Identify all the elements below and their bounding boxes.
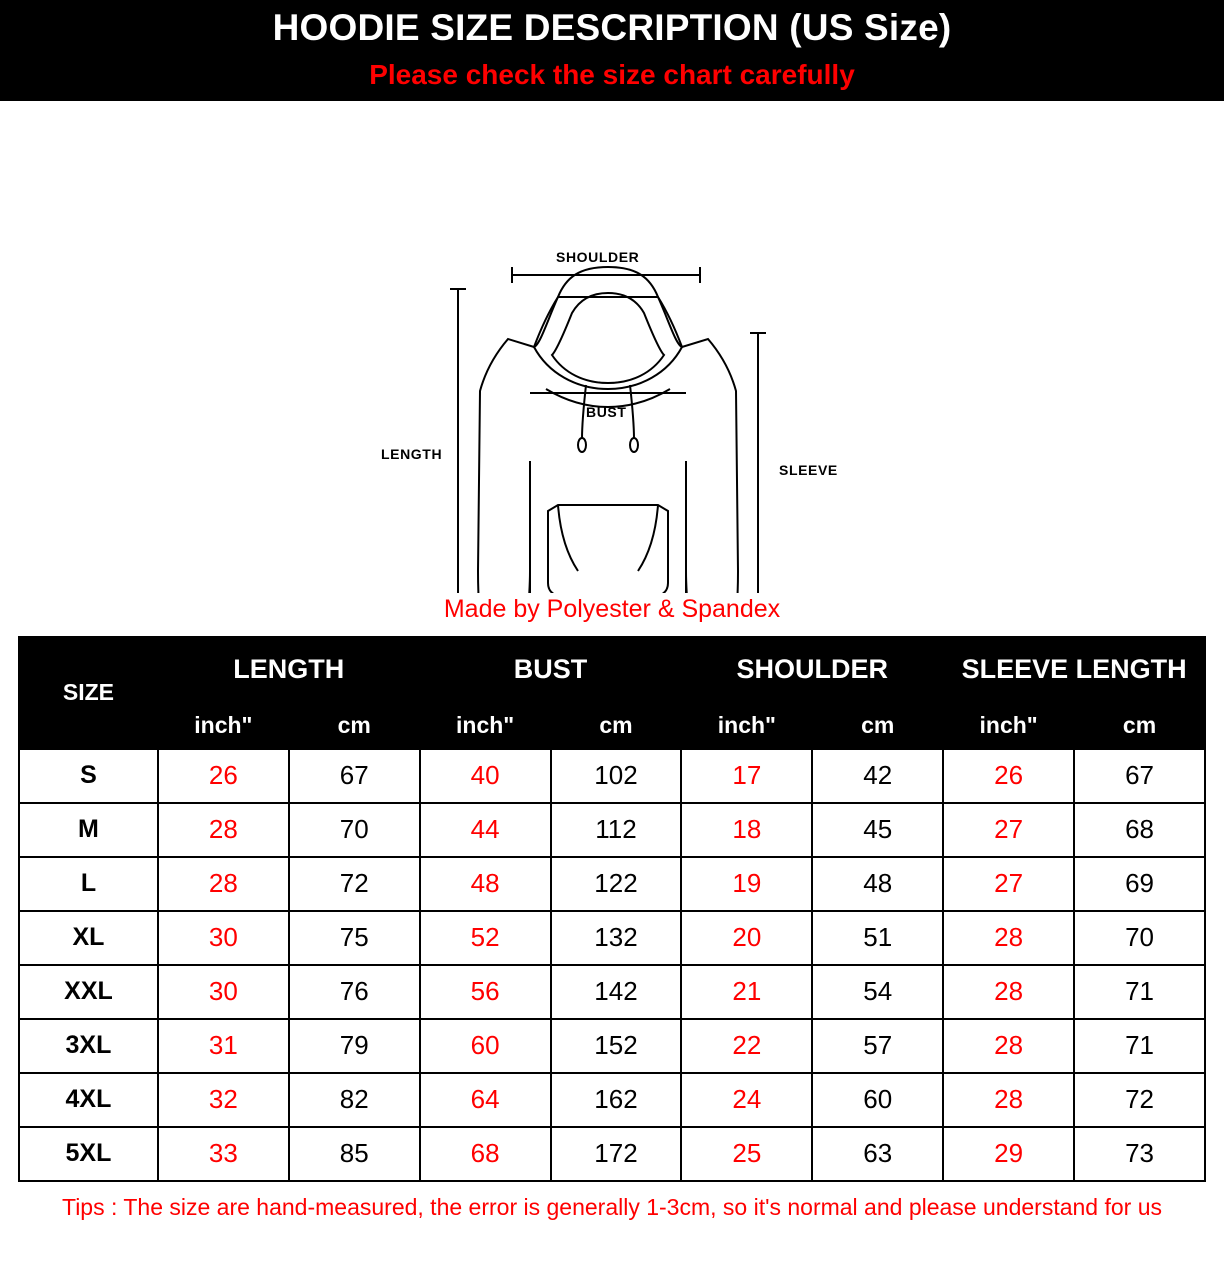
cell-bust-cm: 112 [551,803,682,857]
header-unit-bust-inch: inch" [420,703,551,749]
cell-length-cm: 76 [289,965,420,1019]
cell-bust-cm: 132 [551,911,682,965]
table-header-row-units [19,703,1205,749]
table-row [19,965,1205,1019]
cell-bust-cm: 172 [551,1127,682,1181]
cell-length-cm: 85 [289,1127,420,1181]
cell-size: XL [19,911,158,965]
cell-sleeve-cm: 71 [1074,1019,1205,1073]
diagram-label-shoulder: SHOULDER [556,248,640,265]
cell-bust-inch: 44 [420,803,551,857]
cell-bust-cm: 102 [551,749,682,803]
material-note: Made by Polyester & Spandex [443,594,781,623]
cell-shoulder-cm: 57 [812,1019,943,1073]
size-chart-table [18,636,1206,1182]
cell-shoulder-inch: 21 [681,965,812,1019]
cell-length-inch: 28 [158,857,289,911]
cell-shoulder-cm: 54 [812,965,943,1019]
table-row [19,911,1205,965]
cell-size: 4XL [19,1073,158,1127]
header-size: SIZE [19,637,158,749]
table-row [19,857,1205,911]
header-group-shoulder: SHOULDER [681,637,943,703]
cell-size: S [19,749,158,803]
table-row [19,803,1205,857]
cell-length-cm: 72 [289,857,420,911]
cell-bust-cm: 162 [551,1073,682,1127]
cell-bust-cm: 142 [551,965,682,1019]
cell-bust-inch: 40 [420,749,551,803]
cell-sleeve-inch: 27 [943,857,1074,911]
size-chart-table-wrapper [0,636,1224,1182]
cell-length-cm: 79 [289,1019,420,1073]
hoodie-illustration-svg [0,101,1224,593]
cell-bust-cm: 152 [551,1019,682,1073]
header-group-bust: BUST [420,637,682,703]
cell-size: M [19,803,158,857]
header-group-length: LENGTH [158,637,420,703]
cell-sleeve-cm: 72 [1074,1073,1205,1127]
cell-length-inch: 28 [158,803,289,857]
tips-note: Tips : The size are hand-measured, the error is generally 1-3cm, so it's normal and please understand for us [62,1193,1162,1220]
header-unit-length-cm: cm [289,703,420,749]
cell-size: 5XL [19,1127,158,1181]
cell-sleeve-inch: 28 [943,965,1074,1019]
cell-bust-inch: 68 [420,1127,551,1181]
cell-sleeve-inch: 27 [943,803,1074,857]
cell-length-cm: 82 [289,1073,420,1127]
header-unit-shoulder-cm: cm [812,703,943,749]
cell-shoulder-cm: 42 [812,749,943,803]
header-unit-shoulder-inch: inch" [681,703,812,749]
header-group-sleeve-length: SLEEVE LENGTH [943,637,1205,703]
cell-bust-inch: 48 [420,857,551,911]
cell-sleeve-inch: 28 [943,1073,1074,1127]
cell-sleeve-inch: 29 [943,1127,1074,1181]
cell-sleeve-cm: 69 [1074,857,1205,911]
header-unit-sleeve-inch: inch" [943,703,1074,749]
table-row [19,1073,1205,1127]
cell-sleeve-cm: 67 [1074,749,1205,803]
cell-sleeve-cm: 73 [1074,1127,1205,1181]
page-title: HOODIE SIZE DESCRIPTION (US Size) [272,7,952,48]
table-header-row-groups [19,637,1205,703]
cell-length-inch: 30 [158,965,289,1019]
cell-shoulder-inch: 22 [681,1019,812,1073]
table-row [19,749,1205,803]
cell-length-inch: 33 [158,1127,289,1181]
cell-sleeve-cm: 68 [1074,803,1205,857]
cell-length-inch: 26 [158,749,289,803]
cell-shoulder-inch: 18 [681,803,812,857]
cell-sleeve-inch: 28 [943,911,1074,965]
cell-sleeve-cm: 70 [1074,911,1205,965]
cell-sleeve-inch: 28 [943,1019,1074,1073]
header-unit-bust-cm: cm [551,703,682,749]
header-unit-sleeve-cm: cm [1074,703,1205,749]
cell-shoulder-inch: 17 [681,749,812,803]
hoodie-diagram [0,101,1224,593]
cell-size: 3XL [19,1019,158,1073]
cell-bust-inch: 60 [420,1019,551,1073]
cell-bust-inch: 52 [420,911,551,965]
cell-bust-cm: 122 [551,857,682,911]
table-row [19,1019,1205,1073]
cell-shoulder-inch: 20 [681,911,812,965]
header-unit-length-inch: inch" [158,703,289,749]
cell-length-inch: 31 [158,1019,289,1073]
cell-shoulder-cm: 63 [812,1127,943,1181]
cell-bust-inch: 64 [420,1073,551,1127]
table-row [19,1127,1205,1181]
cell-shoulder-cm: 51 [812,911,943,965]
cell-length-cm: 67 [289,749,420,803]
cell-shoulder-inch: 24 [681,1073,812,1127]
cell-size: XXL [19,965,158,1019]
cell-shoulder-inch: 25 [681,1127,812,1181]
cell-sleeve-cm: 71 [1074,965,1205,1019]
cell-shoulder-cm: 60 [812,1073,943,1127]
diagram-label-length: LENGTH [381,445,443,462]
table-body [19,749,1205,1181]
cell-length-cm: 75 [289,911,420,965]
cell-sleeve-inch: 26 [943,749,1074,803]
cell-length-inch: 32 [158,1073,289,1127]
cell-bust-inch: 56 [420,965,551,1019]
cell-shoulder-cm: 48 [812,857,943,911]
page-subtitle: Please check the size chart carefully [369,58,855,90]
diagram-label-sleeve: SLEEVE [779,461,838,478]
table-header [19,637,1205,749]
cell-length-cm: 70 [289,803,420,857]
cell-size: L [19,857,158,911]
cell-shoulder-inch: 19 [681,857,812,911]
cell-shoulder-cm: 45 [812,803,943,857]
header-banner [0,0,1224,101]
cell-length-inch: 30 [158,911,289,965]
diagram-label-bust: BUST [586,403,627,420]
